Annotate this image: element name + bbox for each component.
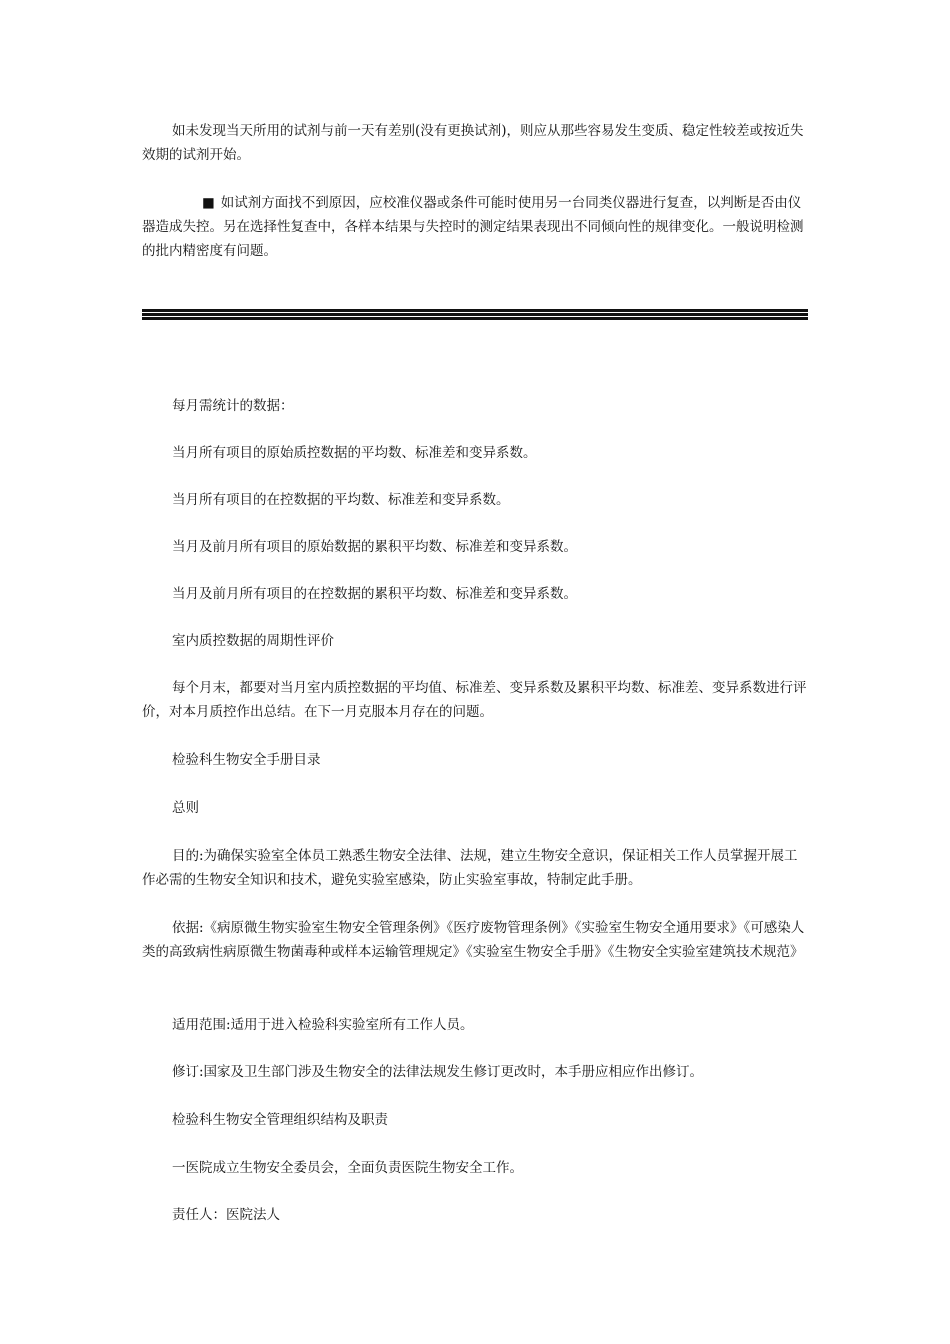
evaluation-heading: 室内质控数据的周期性评价 [172,633,334,649]
committee-paragraph: 一医院成立生物安全委员会，全面负责医院生物安全工作。 [172,1160,523,1176]
divider-line-top [142,309,808,312]
purpose-paragraph: 目的:为确保实验室全体员工熟悉生物安全法律、法规，建立生物安全意识，保证相关工作人员掌握开展工作必需的生物安全知识和技术，避免实验室感染，防止实验室事故，特制定此手册。 [142,848,798,888]
stat-item-1: 当月所有项目的原始质控数据的平均数、标准差和变异系数。 [172,445,537,461]
paragraph-instrument-check-text: 如试剂方面找不到原因，应校准仪器或条件可能时使用另一台同类仪器进行复查，以判断是否由仪器造成失控。另在选择性复查中，各样本结果与失控时的测定结果表现出不同倾向性的规律变化。一般说明检测的批内精密度有问题。 [142,195,804,259]
bullet-square-icon: ■ [202,195,215,211]
general-rules-heading: 总则 [172,800,199,816]
org-structure-heading: 检验科生物安全管理组织结构及职责 [172,1112,388,1128]
revision-paragraph: 修订:国家及卫生部门涉及生物安全的法律法规发生修订更改时，本手册应相应作出修订。 [172,1064,704,1080]
stat-item-3: 当月及前月所有项目的原始数据的累积平均数、标准差和变异系数。 [172,539,577,555]
paragraph-reagent-check: 如未发现当天所用的试剂与前一天有差别(没有更换试剂)，则应从那些容易发生变质、稳定性较差或按近失效期的试剂开始。 [142,123,804,163]
responsible-person: 责任人：医院法人 [172,1207,280,1223]
divider-line-bottom [142,317,808,320]
paragraph-instrument-check [142,191,808,263]
scope-paragraph: 适用范围:适用于进入检验科实验室所有工作人员。 [172,1017,474,1033]
stat-item-4: 当月及前月所有项目的在控数据的累积平均数、标准差和变异系数。 [172,586,577,602]
stat-item-2: 当月所有项目的在控数据的平均数、标准差和变异系数。 [172,492,510,508]
manual-toc-heading: 检验科生物安全手册目录 [172,752,321,768]
evaluation-text: 每个月末，都要对当月室内质控数据的平均值、标准差、变异系数及累积平均数、标准差、变异系数进行评价，对本月质控作出总结。在下一月克服本月存在的问题。 [142,680,807,720]
basis-paragraph: 依据:《病原微生物实验室生物安全管理条例》《医疗废物管理条例》《实验室生物安全通用要求》《可感染人类的高致病性病原微生物菌毒种或样本运输管理规定》《实验室生物安全手册》《生物安全实验室建筑技术规范》 [142,920,805,960]
divider-line-middle [142,313,808,316]
section-divider [142,309,808,320]
monthly-stats-heading: 每月需统计的数据： [172,398,294,414]
